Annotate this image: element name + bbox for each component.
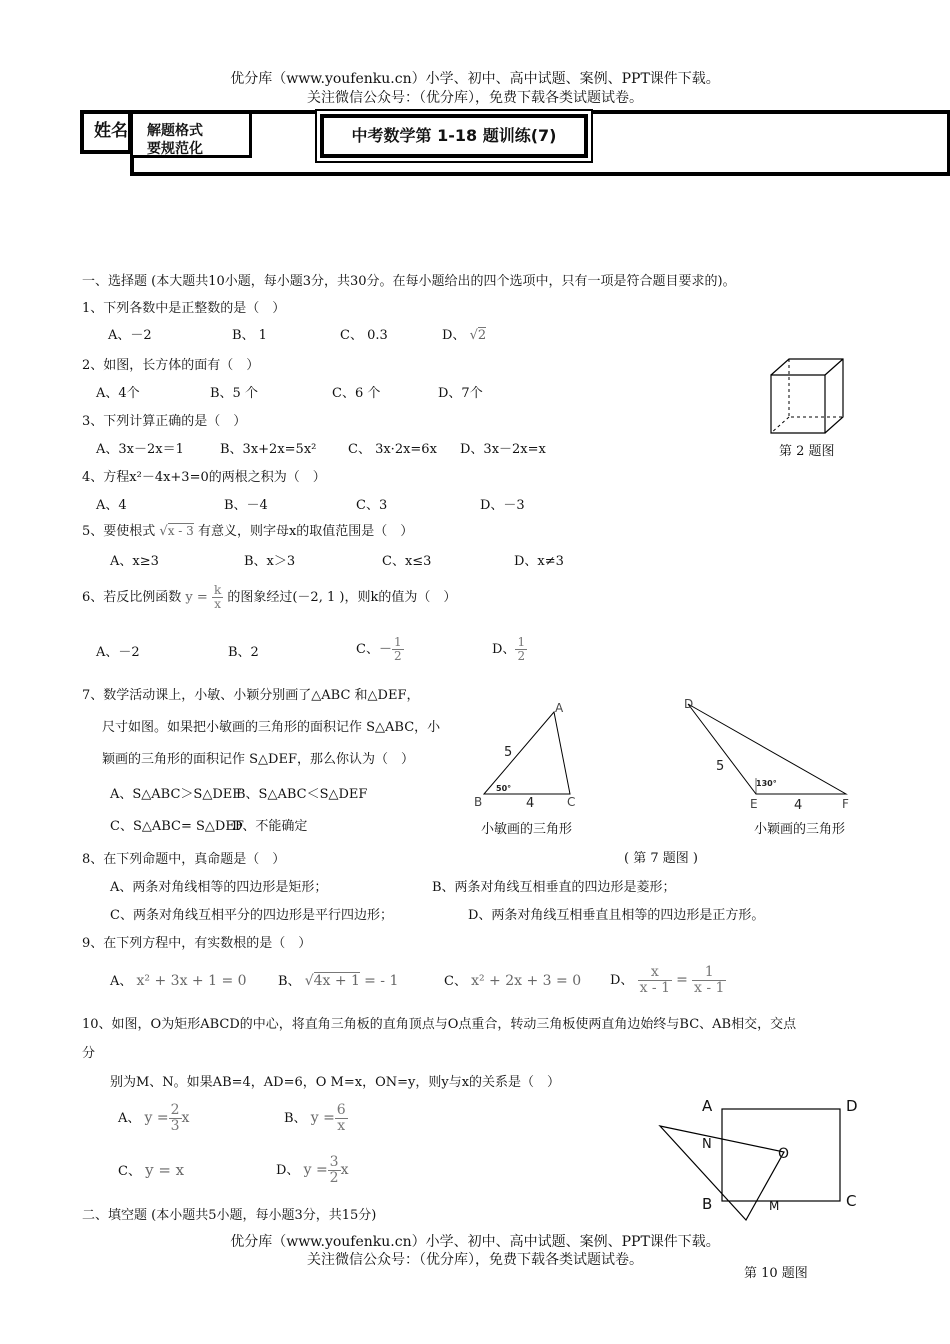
q10-line-3: 别为M、N。如果AB=4，AD=6，O M=x，ON=y，则y与x的关系是（ ）	[110, 1075, 561, 1090]
q6-fraction	[212, 584, 223, 610]
q7-option-c: C、S△ABC= S△DEF	[110, 819, 244, 834]
q9-option-b	[278, 970, 398, 989]
q1-option-d-label: D、	[442, 328, 466, 343]
q9-d-fraction-2	[692, 965, 726, 995]
q7-figure-caption: ( 第 7 题图 )	[624, 851, 698, 866]
q4-option-b: B、－4	[224, 498, 268, 513]
footer-line-2: 关注微信公众号：（优分库），免费下载各类试题试卷。	[307, 1252, 643, 1268]
q10-option-d-label: D、	[276, 1163, 300, 1178]
q5-option-c: C、x≤3	[382, 554, 432, 569]
q10-a-num: 2	[170, 1102, 180, 1119]
q10-option-b	[284, 1098, 348, 1139]
triangle-def-figure	[676, 692, 866, 812]
q9-d-equals: =	[676, 972, 688, 988]
q10-line-2: 分	[82, 1046, 96, 1061]
rect-label-a: A	[702, 1097, 713, 1115]
q9-stem: 9、在下列方程中，有实数根的是（ ）	[82, 936, 312, 951]
q6-stem-pre: 6、若反比例函数	[82, 590, 182, 605]
q3-option-b: B、3x+2x=5x²	[220, 442, 317, 457]
q6-d-num: 1	[517, 635, 526, 650]
q4-option-c: C、3	[356, 498, 388, 513]
q2-stem: 2、如图，长方体的面有（ ）	[82, 358, 260, 373]
q10-a-den: 3	[170, 1118, 180, 1134]
q10-b-num: 6	[336, 1102, 346, 1119]
q10-figure	[650, 1092, 870, 1222]
q6-stem-post: 的图象经过(－2, 1 )，则k的值为（ ）	[227, 590, 457, 605]
q9-option-a	[110, 970, 247, 989]
q9-option-d-label: D、	[610, 973, 634, 988]
q10-option-d	[276, 1150, 349, 1191]
rect-label-b: B	[702, 1195, 713, 1213]
q6-option-d-fraction	[515, 636, 527, 662]
q1-option-c: C、 0.3	[340, 328, 388, 343]
q6-d-den: 2	[517, 649, 526, 663]
q6-c-num: 1	[393, 635, 402, 650]
q9-option-a-label: A、	[110, 974, 133, 989]
q6-c-den: 2	[393, 649, 402, 663]
q6-numerator: k	[213, 583, 222, 598]
header-line-1: 优分库（www.youfenku.cn）小学、初中、高中试题、案例、PPT课件下载。	[230, 71, 720, 87]
q9-option-d	[610, 960, 726, 1001]
q10-option-c	[118, 1160, 184, 1179]
q8-option-a: A、两条对角线相等的四边形是矩形；	[110, 880, 328, 895]
q7-line-3: 颖画的三角形的面积记作 S△DEF，那么你认为（ ）	[102, 752, 414, 767]
q9-d-den-1: x - 1	[639, 980, 671, 996]
label-e: E	[750, 797, 758, 811]
section-2-heading: 二、填空题 (本小题共5小题，每小题3分，共15分)	[82, 1208, 377, 1223]
q10-d-num: 3	[329, 1154, 339, 1171]
q8-option-b: B、两条对角线互相垂直的四边形是菱形；	[432, 880, 676, 895]
point-label-n: N	[702, 1137, 712, 1152]
q2-figure-caption: 第 2 题图	[779, 444, 835, 459]
q9-option-c	[444, 970, 581, 989]
exam-title: 中考数学第 1-18 题训练(7)	[320, 114, 588, 158]
q10-c-equation: y = x	[145, 1161, 185, 1179]
q10-line-1: 10、如图，O为矩形ABCD的中心，将直角三角板的直角顶点与O点重合，转动三角板使两直角边始终与BC、AB相交，交点	[82, 1017, 797, 1032]
rect-label-d: D	[846, 1097, 858, 1115]
q9-c-equation: x² + 2x + 3 = 0	[471, 973, 582, 989]
q9-d-den-2: x - 1	[694, 980, 725, 996]
side-bc-length: 4	[526, 796, 535, 811]
label-b: B	[474, 795, 483, 809]
q1-option-d	[442, 324, 486, 343]
q6-option-d-label: D、	[492, 642, 516, 657]
q9-option-b-label: B、	[278, 974, 301, 989]
angle-e-label: 130°	[756, 779, 777, 788]
q5-sqrt-sign: √	[159, 524, 168, 539]
q10-a-fraction	[169, 1103, 182, 1133]
q8-option-c: C、两条对角线互相平分的四边形是平行四边形；	[110, 908, 393, 923]
q4-option-d: D、－3	[480, 498, 525, 513]
q1-sqrt-value: 2	[477, 328, 487, 343]
point-label-m: M	[769, 1199, 780, 1213]
q9-b-sqrt-sign: √	[304, 973, 314, 989]
q7-option-a: A、S△ABC＞S△DEF	[110, 787, 242, 802]
q5-stem	[82, 520, 413, 539]
label-d: D	[684, 697, 694, 711]
side-de-length: 5	[716, 759, 725, 774]
q8-stem: 8、在下列命题中，真命题是（ ）	[82, 852, 286, 867]
q9-option-c-label: C、	[444, 974, 467, 989]
q5-option-d: D、x≠3	[514, 554, 564, 569]
format-note-line-1: 解题格式	[147, 123, 203, 139]
q5-stem-post: 有意义，则字母x的取值范围是（ ）	[197, 524, 414, 539]
q2-option-d: D、7个	[438, 386, 483, 401]
cuboid-figure	[765, 355, 850, 435]
q1-option-b: B、 1	[232, 328, 267, 343]
name-label: 姓名	[80, 110, 132, 154]
q10-a-y: y =	[144, 1110, 169, 1126]
q9-d-num-1: x	[650, 964, 659, 981]
q4-stem: 4、方程x²－4x+3=0的两根之积为（ ）	[82, 470, 326, 485]
q10-figure-caption: 第 10 题图	[744, 1266, 808, 1281]
q9-b-radicand: 4x + 1	[313, 973, 360, 989]
q7-line-1: 7、数学活动课上，小敏、小颖分别画了△ABC 和△DEF，	[82, 688, 420, 703]
q9-a-equation: x² + 3x + 1 = 0	[136, 973, 247, 989]
label-a: A	[555, 701, 564, 715]
q8-option-d: D、两条对角线互相垂直且相等的四边形是正方形。	[468, 908, 765, 923]
triangle-def-caption: 小颖画的三角形	[754, 822, 846, 837]
q7-option-b: B、S△ABC＜S△DEF	[236, 787, 368, 802]
q4-option-a: A、4	[96, 498, 127, 513]
q10-option-c-label: C、	[118, 1164, 141, 1179]
format-note-line-2: 要规范化	[147, 141, 203, 157]
q2-option-c: C、6 个	[332, 386, 381, 401]
q5-option-b: B、x＞3	[244, 554, 296, 569]
q9-b-tail: = - 1	[364, 973, 399, 989]
label-f: F	[842, 797, 849, 811]
q10-b-y: y =	[310, 1110, 335, 1126]
q5-option-a: A、x≥3	[110, 554, 159, 569]
q10-d-den: 2	[329, 1170, 339, 1186]
q2-option-a: A、4个	[96, 386, 140, 401]
q6-y-eq: y =	[185, 590, 208, 605]
label-c: C	[567, 795, 576, 809]
cuboid-front-face	[771, 375, 825, 433]
q1-option-a: A、－2	[108, 328, 152, 343]
side-ef-length: 4	[794, 798, 803, 812]
triangle-abc-caption: 小敏画的三角形	[481, 822, 573, 837]
q1-sqrt-sign: √	[469, 328, 478, 343]
section-1-heading: 一、选择题 (本大题共10小题，每小题3分，共30分。在每小题给出的四个选项中，只有一项是符合题目要求的)。	[82, 274, 736, 289]
q6-denominator: x	[212, 597, 223, 611]
q10-b-den: x	[335, 1118, 348, 1134]
q3-option-d: D、3x－2x=x	[460, 442, 546, 457]
q10-option-b-label: B、	[284, 1111, 307, 1126]
side-ab-length: 5	[504, 745, 513, 760]
q10-option-a-label: A、	[118, 1111, 141, 1126]
format-note	[130, 110, 252, 158]
q9-d-num-2: 1	[704, 964, 714, 981]
q5-stem-pre: 5、要使根式	[82, 524, 156, 539]
q9-d-fraction-1	[638, 965, 672, 995]
q6-option-b: B、2	[228, 645, 259, 660]
point-label-o: O	[778, 1146, 790, 1162]
header-line-2: 关注微信公众号：（优分库），免费下载各类试题试卷。	[307, 90, 643, 106]
q2-option-b: B、5 个	[210, 386, 258, 401]
q10-d-y: y =	[303, 1162, 328, 1178]
q7-line-2: 尺寸如图。如果把小敏画的三角形的面积记作 S△ABC，小	[102, 720, 441, 735]
q5-radicand: x - 3	[167, 524, 194, 538]
q10-a-x: x	[181, 1110, 190, 1126]
q1-stem: 1、下列各数中是正整数的是（ ）	[82, 301, 286, 316]
q10-option-a	[118, 1098, 189, 1139]
triangle-abc	[484, 712, 570, 794]
q6-option-d	[492, 632, 527, 668]
cuboid-top-right-edges	[771, 359, 843, 433]
cuboid-hidden-edge	[771, 417, 789, 433]
q6-option-c	[356, 632, 404, 668]
triangle-abc-figure	[468, 696, 598, 814]
q10-b-fraction	[335, 1103, 348, 1133]
q3-stem: 3、下列计算正确的是（ ）	[82, 414, 247, 429]
angle-b-label: 50°	[496, 784, 512, 793]
footer-line-1: 优分库（www.youfenku.cn）小学、初中、高中试题、案例、PPT课件下载。	[230, 1234, 720, 1250]
rect-label-c: C	[846, 1192, 857, 1210]
cuboid-edge	[825, 359, 843, 375]
q3-option-c: C、 3x·2x=6x	[348, 442, 437, 457]
q10-d-x: x	[340, 1162, 349, 1178]
q3-option-a: A、3x－2x＝1	[96, 442, 184, 457]
q6-option-c-label: C、－	[356, 642, 392, 657]
cuboid-hidden-edges	[789, 359, 843, 417]
q10-d-fraction	[328, 1155, 341, 1185]
q6-option-a: A、－2	[96, 645, 140, 660]
q7-option-d: D、不能确定	[232, 819, 308, 834]
q6-stem	[82, 578, 456, 618]
q6-option-c-fraction	[392, 636, 404, 662]
